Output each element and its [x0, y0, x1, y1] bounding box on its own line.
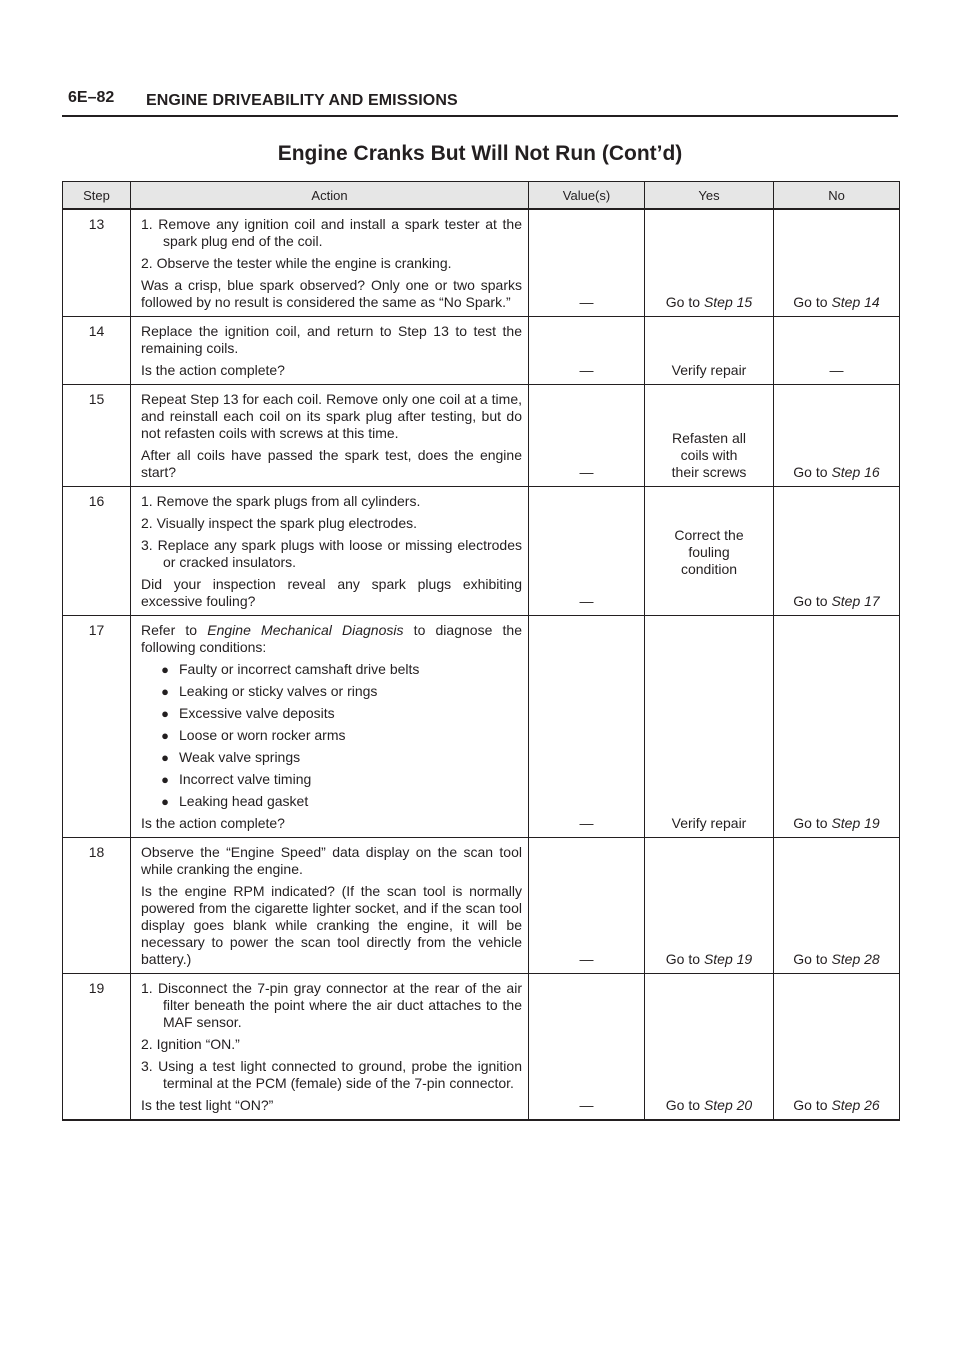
yes-step-link[interactable]: Step 20 — [703, 1097, 753, 1113]
value-cell: — — [529, 838, 645, 974]
reference-link[interactable]: Engine Mechanical Diagnosis — [207, 622, 404, 638]
bullet-icon: ● — [161, 706, 169, 721]
yes-cell: Verify repair — [645, 317, 774, 385]
no-prefix: Go to — [793, 1097, 832, 1113]
yes-line: Refasten all — [672, 430, 746, 446]
yes-cell — [645, 487, 774, 616]
yes-cell — [645, 385, 774, 487]
step-number: 13 — [63, 209, 131, 317]
col-header-values: Value(s) — [529, 182, 645, 210]
no-cell — [774, 385, 900, 487]
yes-line: their screws — [671, 464, 747, 480]
value-cell: — — [529, 974, 645, 1121]
list-item — [141, 771, 522, 788]
no-prefix: Go to — [793, 294, 832, 310]
action-question: Did your inspection reveal any spark plugs exhibiting excessive fouling? — [141, 576, 522, 609]
action-step: 2. Observe the tester while the engine is cranking. — [141, 255, 452, 271]
list-item — [141, 749, 522, 766]
list-item — [141, 705, 522, 722]
yes-cell: Verify repair — [645, 616, 774, 838]
no-cell: — — [774, 317, 900, 385]
no-cell — [774, 974, 900, 1121]
action-question: Was a crisp, blue spark observed? Only one or two sparks followed by no result is considered the same as “No Spark.” — [141, 277, 522, 310]
bullet-icon: ● — [161, 728, 169, 743]
no-step-link[interactable]: Step 28 — [831, 951, 880, 967]
value-cell: — — [529, 487, 645, 616]
list-item-text: Leaking head gasket — [179, 793, 309, 809]
col-header-yes: Yes — [645, 182, 774, 210]
action-cell — [131, 838, 529, 974]
table-header-row — [63, 182, 900, 210]
list-item-text: Leaking or sticky valves or rings — [179, 683, 378, 699]
no-cell — [774, 616, 900, 838]
page-title: Engine Cranks But Will Not Run (Cont’d) — [277, 142, 683, 165]
list-item-text: Faulty or incorrect camshaft drive belts — [179, 661, 420, 677]
no-step-link[interactable]: Step 17 — [831, 593, 880, 609]
action-text: Observe the “Engine Speed” data display on the scan tool while cranking the engine. — [141, 844, 522, 877]
step-number: 15 — [63, 385, 131, 487]
yes-prefix: Go to — [665, 294, 704, 310]
step-number: 18 — [63, 838, 131, 974]
bullet-icon: ● — [161, 772, 169, 787]
yes-cell — [645, 209, 774, 317]
yes-cell — [645, 974, 774, 1121]
action-step: 1. Remove any ignition coil and install a spark tester at the spark plug end of the coil. — [141, 216, 522, 249]
table-row — [63, 616, 900, 838]
no-prefix: Go to — [793, 593, 832, 609]
bullet-icon: ● — [161, 684, 169, 699]
yes-line: coils with — [680, 447, 738, 463]
col-header-no: No — [774, 182, 900, 210]
yes-step-link[interactable]: Step 19 — [703, 951, 753, 967]
action-step: 1. Disconnect the 7-pin gray connector at the rear of the air filter beneath the point where the air duct attaches to the MAF sensor. — [141, 980, 522, 1030]
action-question: After all coils have passed the spark test, does the engine start? — [141, 447, 522, 480]
list-item — [141, 793, 522, 810]
table-row — [63, 487, 900, 616]
yes-prefix: Go to — [665, 951, 704, 967]
action-cell — [131, 616, 529, 838]
diagnostic-table — [62, 181, 900, 1121]
action-intro — [141, 622, 526, 656]
bullet-icon: ● — [161, 794, 169, 809]
step-number: 17 — [63, 616, 131, 838]
action-step: 2. Visually inspect the spark plug electrodes. — [141, 515, 418, 531]
list-item — [141, 661, 522, 678]
list-item-text: Weak valve springs — [179, 749, 301, 765]
list-item-text: Incorrect valve timing — [179, 771, 312, 787]
action-question: Is the test light “ON?” — [141, 1097, 274, 1113]
page-number: 6E–82 — [68, 89, 115, 106]
no-step-link[interactable]: Step 16 — [831, 464, 880, 480]
action-step: 3. Replace any spark plugs with loose or missing electrodes or cracked insulators. — [141, 537, 522, 570]
step-number: 14 — [63, 317, 131, 385]
yes-prefix: Go to — [665, 1097, 704, 1113]
no-cell — [774, 487, 900, 616]
action-text: Replace the ignition coil, and return to Step 13 to test the remaining coils. — [141, 323, 522, 356]
no-step-link[interactable]: Step 14 — [831, 294, 880, 310]
action-step: 2. Ignition “ON.” — [141, 1036, 240, 1052]
action-text: Repeat Step 13 for each coil. Remove only one coil at a time, and reinstall each coil on its spark plug after testing, but do not refasten coils with screws at this time. — [141, 391, 522, 441]
col-header-step: Step — [63, 182, 131, 210]
table-row — [63, 838, 900, 974]
bullet-icon: ● — [161, 750, 169, 765]
list-item-text: Excessive valve deposits — [179, 705, 335, 721]
list-item — [141, 683, 522, 700]
action-cell — [131, 487, 529, 616]
table-row — [63, 209, 900, 317]
table-row — [63, 974, 900, 1121]
value-cell: — — [529, 317, 645, 385]
action-question: Is the engine RPM indicated? (If the scan tool is normally powered from the cigarette lighter socket, and if the scan tool display goes blank while cranking the engine, it will be necessary to power the scan tool directly from the vehicle battery.) — [141, 883, 522, 967]
action-cell — [131, 317, 529, 385]
action-cell — [131, 385, 529, 487]
yes-line: condition — [680, 561, 738, 577]
no-prefix: Go to — [793, 951, 832, 967]
value-cell: — — [529, 616, 645, 838]
yes-line: fouling — [688, 544, 730, 560]
action-cell — [131, 209, 529, 317]
table-row — [63, 317, 900, 385]
list-item-text: Loose or worn rocker arms — [179, 727, 346, 743]
col-header-action: Action — [131, 182, 529, 210]
no-prefix: Go to — [793, 815, 832, 831]
action-question: Is the action complete? — [141, 815, 285, 831]
no-prefix: Go to — [793, 464, 832, 480]
yes-step-link[interactable]: Step 15 — [703, 294, 753, 310]
action-step: 3. Using a test light connected to ground, probe the ignition terminal at the PCM (female) side of the 7-pin connector. — [141, 1058, 522, 1091]
yes-cell — [645, 838, 774, 974]
action-cell — [131, 974, 529, 1121]
no-step-link[interactable]: Step 26 — [831, 1097, 880, 1113]
no-step-link[interactable]: Step 19 — [831, 815, 880, 831]
intro-suffix: to diagnose the following conditions: — [141, 622, 526, 655]
no-cell — [774, 209, 900, 317]
bullet-icon: ● — [161, 662, 169, 677]
step-number: 19 — [63, 974, 131, 1121]
action-step: 1. Remove the spark plugs from all cylinders. — [141, 493, 421, 509]
header-rule — [62, 115, 898, 117]
action-question: Is the action complete? — [141, 362, 285, 378]
section-title: ENGINE DRIVEABILITY AND EMISSIONS — [146, 92, 458, 109]
value-cell: — — [529, 385, 645, 487]
list-item — [141, 727, 522, 744]
table-row — [63, 385, 900, 487]
intro-prefix: Refer to — [141, 622, 208, 638]
no-cell — [774, 838, 900, 974]
step-number: 16 — [63, 487, 131, 616]
yes-line: Correct the — [674, 527, 744, 543]
value-cell: — — [529, 209, 645, 317]
